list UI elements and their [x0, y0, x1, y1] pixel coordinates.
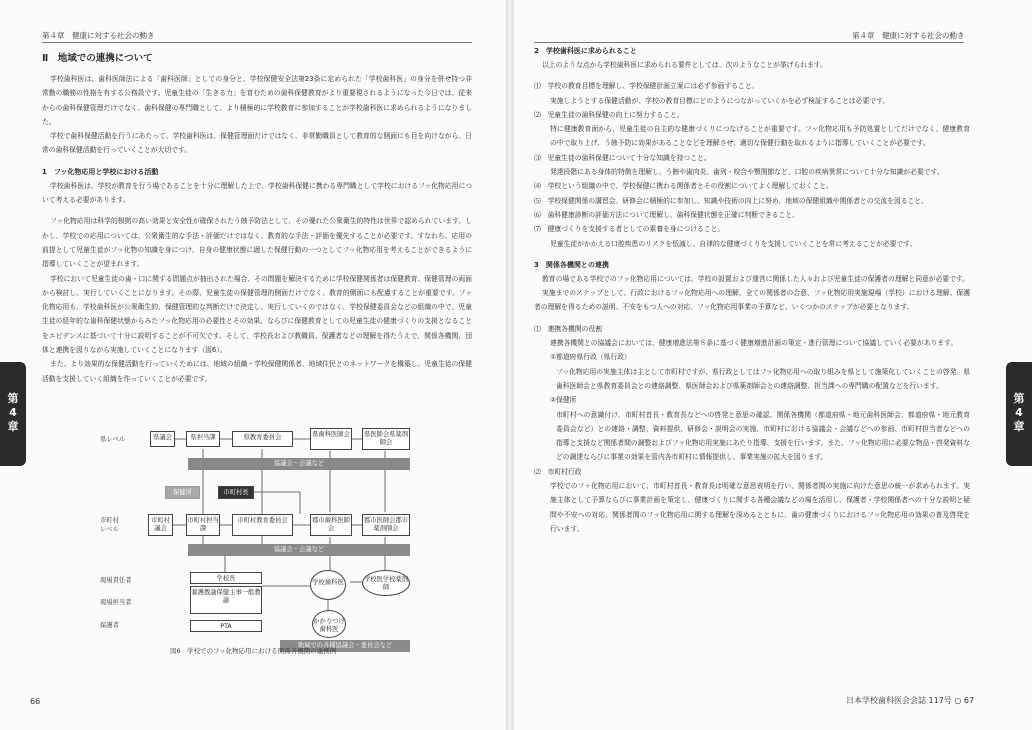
item-6-head: ⑹ 歯科健康診断の評価方法について理解し、歯科保健状態を正確に判断できること。 [534, 210, 799, 219]
muni-assembly-box: 市町村議会 [148, 514, 173, 536]
right-page [514, 0, 1032, 730]
item-7-head: ⑺ 健康づくりを支援する者としての素養を身につけること。 [534, 225, 725, 234]
row-label-guardian: 保護者 [100, 622, 119, 629]
pref-education-board-box: 県教育委員会 [232, 431, 293, 447]
sub3-paragraph-1: 教育の場である学校でのフッ化物応用については、学校の設置および運営に関係した人々および児童生徒の保護者の理解と同意が必要です。 [542, 274, 970, 283]
right-chapter-header: 第４章 健康に対する社会の動き [852, 31, 965, 40]
item-1-body: 実施しようとする保健活動が、学校の教育目標にどのようにつながっていくかを必ず検証することは必要です。 [550, 96, 890, 105]
pta-box: PTA [190, 620, 262, 632]
muni-education-board-box: 市町村教育委員会 [232, 514, 293, 536]
left-header-rule [42, 42, 472, 43]
sub3-paragraph-2: 実施までのステップとして、行政におけるフッ化物応用への理解、全ての関係者の合意、フッ化物応用実施現場（学校）における理解、保護者の理解を得るための説明、不安をもつ人への対応、フッ化物応用事業の予算など、いくつかのステップが必要となります。 [534, 289, 970, 312]
pref-assembly-box: 県議会 [150, 431, 175, 447]
item-4-head: ⑷ 学校という組織の中で、学校保健に携わる関係者とその役割についてよく理解しておくこと。 [534, 182, 833, 191]
item-2-head: ⑵ 児童生徒の歯科保健の向上に努力すること。 [534, 110, 684, 119]
org-diagram [100, 424, 430, 660]
row-label-pref: 県レベル [100, 436, 126, 443]
muni-dental-assoc-box: 郡市歯科医師会 [310, 514, 352, 536]
local-council-band: 地域での各種協議会・委員会など [280, 640, 410, 652]
sub1-paragraph-3: 学校において児童生徒の歯・口に関する問題点が抽出された場合、その問題を解決するために学校保健関係者は保健教育、保健管理の両面から検討し、実行していくことになります。その際、児童生徒の保健管理的側面だけでなく、教育的側面にも配慮することが重要です。フッ化物応用も、学校歯科医が公衆衛生的、保健管理的な判断だけで決定し、実行していくのではなく、学校保健委員会などの組織の中で、児童生徒の経年的な歯科保健状態からみたフッ化物応用の必要性とその効果、ならびに保健教育としての児童生徒の健康づくりの支援となることをエビデンスに基づいて十分に説明することが不可欠です。そして、学校長および教職員、保護者などの理解を得たうえで、関係各機関、団体と連携を図りながら実施していくことになります（図6）。 [42, 274, 472, 355]
family-dentist-box: かかりつけ歯科医 [312, 610, 346, 638]
right-body [534, 44, 970, 536]
figure-caption: 図6 学校でのフッ化物応用における関係各機関の連携例 [170, 647, 337, 655]
org-n1-body: フッ化物応用の実施主体は主として市町村ですが、県行政としてはフッ化物応用への取り組みを県として施策化していくことの啓発、県歯科医師会と県教育委員会との連絡調整、県医師会および県薬剤師会との連絡調整、担当課への専門職の配置などを行います。 [556, 367, 970, 390]
item-7-body: 児童生徒がかかえる口腔疾患のリスクを低減し、自律的な健康づくりを支援していくことを常に考えることが必要です。 [550, 239, 917, 248]
section-title: Ⅱ 地域での連携について [42, 53, 153, 64]
muni-medical-assoc-box: 郡市医師会郡市薬剤師会 [362, 514, 410, 536]
sub1-paragraph-4: また、より効果的な保健活動を行っていくためには、地域の組織・学校保健関係者、地域住民とのネットワークを構築し、児童生徒の保健活動を支援していく組織を作っていくことが必要です。 [42, 360, 472, 383]
row-label-manager: 現場責任者 [100, 577, 132, 584]
intro-paragraph-2: 学校で歯科保健活動を行うにあたって、学校歯科医は、保健管理面だけではなく、非常勤職員として教育的な側面にも目を向けながら、日常の歯科保健活動を行っていくことが大切です。 [42, 132, 472, 155]
sub1-title: 1 フッ化物応用と学校における活動 [42, 167, 159, 176]
sub1-paragraph-1: 学校歯科医は、学校が教育を行う場であることを十分に理解した上で、学校歯科保健に携わる専門職として学校におけるフッ化物応用について考える必要があります。 [42, 181, 472, 205]
sub1-paragraph-2: フッ化物応用は科学的根拠の高い効果と安全性が確保されたう蝕予防法として、その優れた公衆衛生的特性は世界で認められています。しかし、学校での応用については、公衆衛生的な手法・評価だけではなく、教育的な手法・評価を優先することが必要です。すなわち、応用の前提として児童生徒がフッ化物の知識を身につけ、自身の健康状態に適した保健行動の一つとしてフッ化物応用を考えることができるように指導していくことが望まれます。 [42, 217, 472, 269]
right-footer: 日本学校歯科医会会誌 117号 ○ 67 [846, 696, 975, 705]
left-chapter-header: 第４章 健康に対する社会の動き [42, 31, 155, 40]
row-label-muni: 市町村レベル [100, 517, 119, 533]
health-center-box: 保健所 [165, 486, 200, 499]
book-gutter [506, 0, 514, 730]
item-3-head: ⑶ 児童生徒の歯科保健について十分な知識を持つこと。 [534, 153, 711, 162]
sub2-intro: 以上のような点から学校歯科医に求められる要件としては、次のようなことが挙げられます。 [542, 61, 827, 69]
teachers-box: 養護教諭保健主事一般教諭 [190, 586, 262, 614]
left-page [0, 0, 506, 730]
right-header-rule [534, 42, 964, 43]
left-body [42, 52, 472, 386]
sub2b-body: 学校でのフッ化物応用において、市町村首長・教育長は明確な意思表明を行い、関係者間の実施に向けた意思の統一が求められます。実施主体として予算ならびに事業計画を策定し、健康づくりに関する各種会議などの場を活用し、保護者・学校関係者への十分な説明と疑問や不安への対応、関係者間のフッ化物応用に関する理解を深めるとともに、歯の健康づくりにおけるフッ化物応用の効果の普及啓発を行います。 [550, 482, 970, 533]
row-label-staff: 現場担当者 [100, 599, 132, 606]
school-dentist-box: 学校歯科医 [310, 570, 346, 600]
pref-medical-assoc-box: 県医師会県薬剤師会 [362, 428, 410, 450]
sub2b-head: ⑵ 市町村行政 [534, 467, 582, 476]
org-n2-title: ②保健所 [550, 396, 577, 405]
pref-dental-assoc-box: 県歯科医師会 [310, 428, 352, 450]
item-2-body: 特に健康教育面から、児童生徒の自主的な健康づくりにつなげることが重要です。フッ化物応用も予防処置としてだけでなく、健康教育の中で取り上げ、う蝕予防に効果があることなどを理解させ、適切な保健行動を取れるように指導していくことが必要です。 [550, 125, 970, 148]
mayor-box: 市町村長 [218, 486, 254, 499]
chapter-tab-left: 第 4 章 [0, 362, 26, 466]
org-n2-body: 市町村への意識付け、市町村首長・教育長などへの啓発と意思の確認、関係各機関（都道府県・地元歯科医師会、都道府県・地元教育委員会など）との連絡・調整、資料提供、研修会・説明会の実施、市町村における協議会・会議などへの参画、市町村担当者などへの指導と支援など関係者間の調整およびフッ化物応用実施にあたり指導、支援を行います。また、フッ化物応用に必要な物品・啓発資料などの調達ならびに事業の効果を管内各市町村に情報提供し、事業実施の拡大を図ります。 [556, 410, 970, 462]
item-5-head: ⑸ 学校保健関係の講習会、研修会に積極的に参加し、知識や技術の向上に努め、地域の保健組織や関係者との交流を図ること。 [534, 196, 928, 205]
left-page-number: 66 [30, 697, 41, 706]
org-n1-title: ①都道府県行政（県行政） [550, 353, 631, 362]
intro-paragraph-1: 学校歯科医は、歯科医師法による「歯科医師」としての身分と、学校保健安全法第23条に定められた「学校歯科医」の身分を併せ持つ非常勤の職務の性格を有する公務員です。児童生徒の「生きる力」を育むための歯科保健教育がより重要視されるようになった今日では、従来からの歯科保健管理だけでなく、歯科保健の専門職として、より積極的に学校教育に参加することが学校歯科医に求められるようになりました。 [42, 75, 472, 126]
pref-dept-box: 県担当課 [186, 431, 220, 447]
school-physician-box: 学校医学校薬剤師 [362, 570, 410, 596]
sub2-title: 2 学校歯科医に求められること [534, 47, 637, 55]
chapter-tab-right: 第 4 章 [1006, 362, 1032, 466]
muni-council-band: 協議会・会議など [188, 544, 410, 556]
org-intro: 連携各機関との協議会においては、健康増進法第８条に基づく健康増進計画の策定・進行管理について協議していく必要があります。 [550, 339, 958, 348]
item-1-head: ⑴ 学校の教育目標を理解し、学校保健計画立案には必ず参画すること。 [534, 82, 759, 91]
sub3-title: 3 関係各機関との連携 [534, 260, 609, 269]
item-3-body: 発達段階にある身体的特徴を理解し、う蝕や歯肉炎、歯列・咬合や顎関節など、口腔の疾病異常について十分な知識が必要です。 [550, 168, 944, 177]
pref-council-band: 協議会・会議など [188, 458, 410, 470]
muni-dept-box: 市町村担当課 [186, 514, 220, 536]
org-head: ⑴ 連携各機関の役割 [534, 324, 602, 333]
principal-box: 学校長 [190, 572, 262, 584]
